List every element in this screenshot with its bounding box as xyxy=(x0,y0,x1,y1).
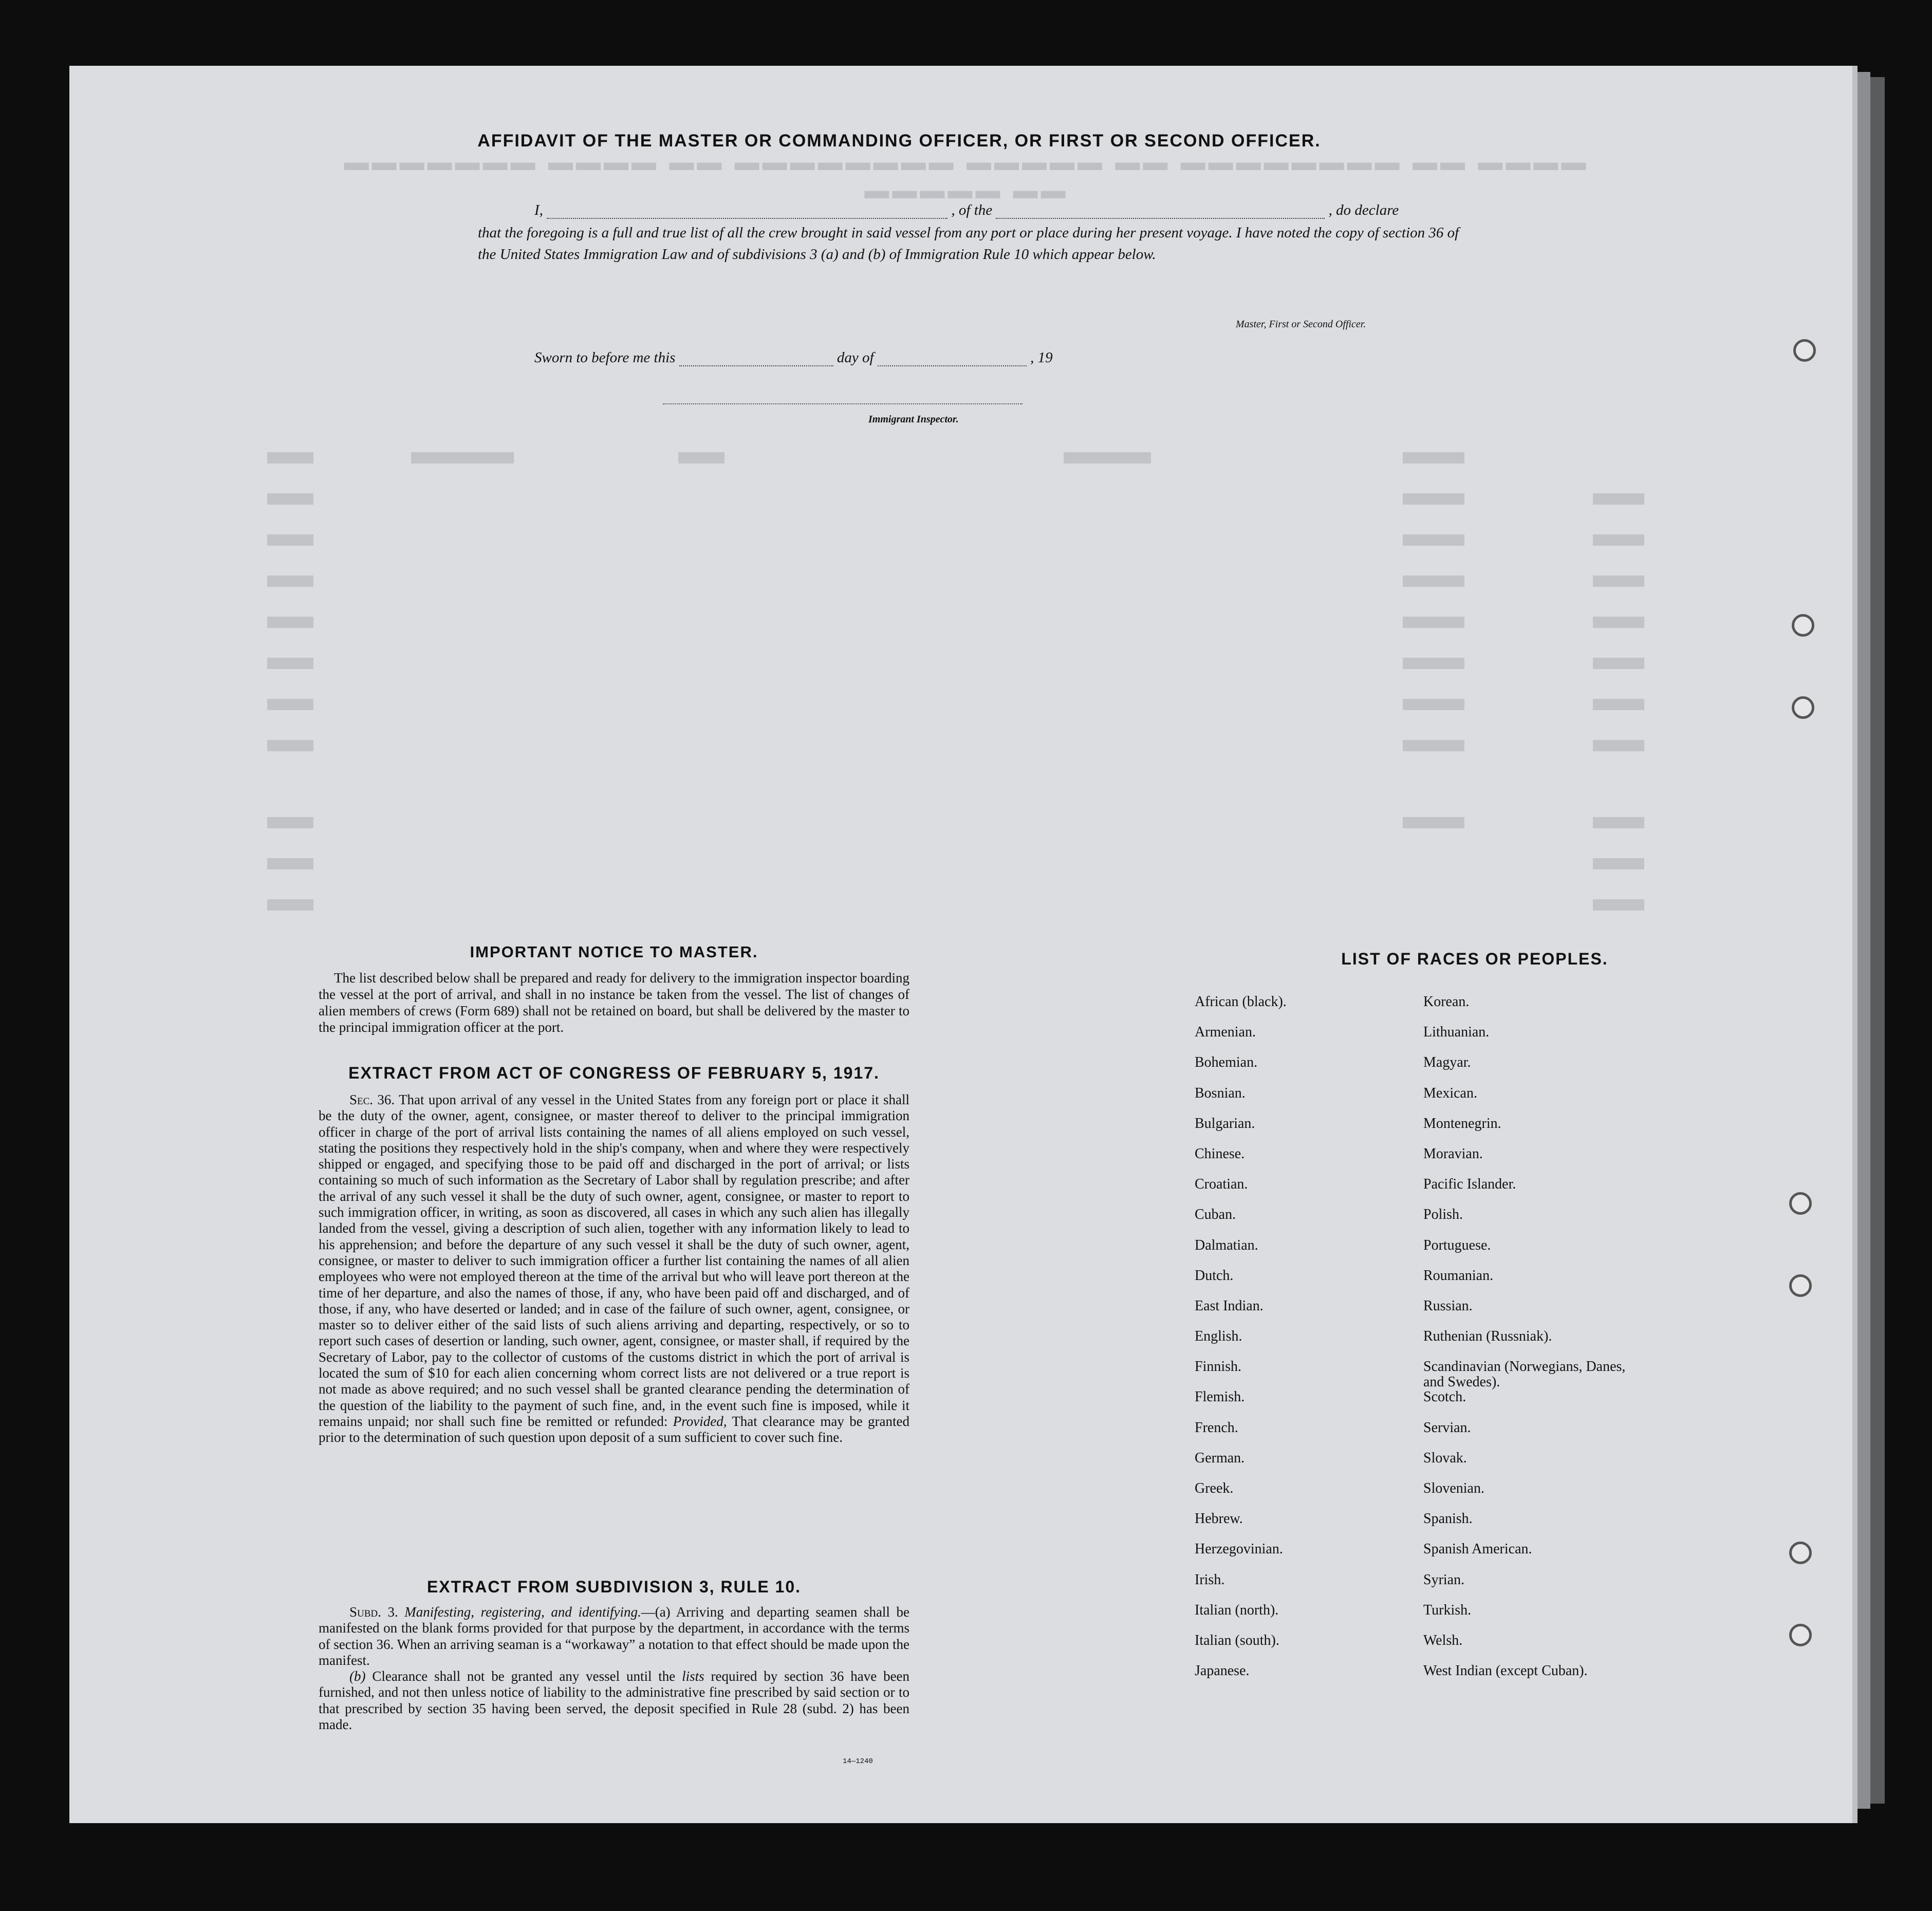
subdivision-b xyxy=(319,1668,909,1733)
subd-a-text: Arriving and departing seamen shall be manifested on the blank forms provided for that purpose by the department, in accordance with the terms of section 36. When an arriving seaman is a “workaway” a notation to that effect should be made upon the manifest. xyxy=(319,1604,909,1668)
section-36-text xyxy=(319,1092,909,1446)
affidavit-body: that the foregoing is a full and true list of all the crew brought in said vessel from any port or place during her present voyage. I have noted the copy of section 36 of the United States Immigration Law and of subdivisions 3 (a) and (b) of Immigration Rule 10 which appear below. xyxy=(478,225,1459,263)
punch-hole xyxy=(1792,696,1814,719)
race-item: Turkish. xyxy=(1423,1602,1472,1618)
race-item: West Indian (except Cuban). xyxy=(1423,1663,1588,1679)
race-item: Montenegrin. xyxy=(1423,1115,1501,1131)
sworn-year: , 19 xyxy=(1030,349,1053,366)
race-item: Pacific Islander. xyxy=(1423,1176,1516,1193)
subdivision-3-text xyxy=(319,1604,909,1733)
affidavit-do-declare: , do declare xyxy=(1328,202,1399,218)
race-item: Armenian. xyxy=(1195,1024,1256,1041)
race-item: Greek. xyxy=(1195,1480,1234,1496)
race-item: Bohemian. xyxy=(1195,1054,1258,1071)
race-item: Magyar. xyxy=(1423,1054,1471,1071)
punch-hole xyxy=(1789,1274,1812,1297)
race-item: Dutch. xyxy=(1195,1267,1234,1284)
punch-hole xyxy=(1789,1542,1812,1564)
races-left-column xyxy=(1195,994,1410,1694)
sworn-day-of: day of xyxy=(837,349,874,366)
race-item: Spanish American. xyxy=(1423,1541,1532,1557)
rule-extract-title: EXTRACT FROM SUBDIVISION 3, RULE 10. xyxy=(426,1578,802,1596)
race-item: Irish. xyxy=(1195,1571,1225,1588)
race-item: Scandinavian (Norwegians, Danes, and Swedes). xyxy=(1423,1359,1626,1390)
race-item: Chinese. xyxy=(1195,1145,1245,1162)
subd-b-text-2: required by section 36 have been furnished, and not then unless notice of liability to the administrative fine prescribed by said section or to that prescribed by section 35 having been served, the deposit specified in Rule 28 (subd. 2) has been made. xyxy=(319,1668,910,1733)
affidavit-i: I, xyxy=(534,202,543,218)
section-36-body: That upon arrival of any vessel in the United States from any foreign port or place it shall be the duty of the owner, agent, consignee, or master thereof to deliver to the principal immigration officer in charge of the port of arrival lists containing the names of all aliens employed on such vessel, stating the positions they respectively hold in the ship's company, when and where they were respectively shipped or engaged, and specifying those to be paid off and discharged in the port of arrival; or lists containing so much of such information as the Secretary of Labor shall by regulation prescribe; and after the arrival of any such vessel it shall be the duty of such owner, agent, consignee, or master to report to such immigration officer, in writing, as soon as discovered, all cases in which any such alien has illegally landed from the vessel, giving a description of such alien, together with any information likely to lead to his apprehension; and before the departure of any such vessel it shall be the duty of such owner, agent, consignee, or master to deliver to such immigration officer a further list containing the names of all alien employees who were not employed thereon at the time of the arrival but who will leave port thereon at the time of her departure, and also the names of those, if any, who have been paid off and discharged, and of those, if any, who have deserted or landed; and in case of the failure of such owner, agent, consignee, or master so to deliver either of the said lists of such aliens arriving and departing, respectively, or so to report such cases of desertion or landing, such owner, agent, consignee, or master shall, if required by the Secretary of Labor, pay to the collector of customs of the customs district in which the port of arrival is located the sum of $10 for each alien concerning whom correct lists are not delivered or a true report is not made as above required; and no such vessel shall be granted clearance pending the determination of the question of the liability to the payment of such fine, and, in the event such fine is imposed, while it remains unpaid; nor shall such fine be remitted or refunded: xyxy=(319,1092,910,1429)
punch-hole xyxy=(1792,614,1814,637)
subdivision-a: Subd. 3. Manifesting, registering, and identifying.—(a) Arriving and departing seamen shall be manifested on the blank forms provided for that purpose by the department, in accordance with the terms of section 36. When an arriving seaman is a “workaway” a notation to that effect should be made upon the manifest. xyxy=(319,1604,909,1668)
affidavit-declaration-line xyxy=(534,202,1470,219)
race-item: Syrian. xyxy=(1423,1571,1465,1588)
affidavit-title: AFFIDAVIT OF THE MASTER OR COMMANDING OFFICER, OR FIRST OR SECOND OFFICER. xyxy=(477,131,1321,151)
race-item: Polish. xyxy=(1423,1207,1463,1223)
race-item: Russian. xyxy=(1423,1297,1473,1314)
subd-a-label: (a) xyxy=(655,1604,671,1620)
form-number: 14—1240 xyxy=(843,1757,873,1766)
race-item: Roumanian. xyxy=(1423,1267,1494,1284)
race-item: Ruthenian (Russniak). xyxy=(1423,1328,1552,1345)
race-item: Herzegovinian. xyxy=(1195,1541,1283,1557)
notice-title: IMPORTANT NOTICE TO MASTER. xyxy=(470,943,758,961)
master-signature-label: Master, First or Second Officer. xyxy=(1236,319,1366,330)
race-item: East Indian. xyxy=(1195,1297,1264,1314)
notice-text: The list described below shall be prepared and ready for delivery to the immigration inspector boarding the vessel at the port of arrival, and shall in no instance be taken from the vessel. The list of changes of alien members of crews (Form 689) shall not be retained on board, but shall be delivered by the master to the principal immigration officer at the port. xyxy=(319,970,909,1035)
races-title: LIST OF RACES OR PEOPLES. xyxy=(1341,950,1608,968)
subd-b-label: (b) xyxy=(349,1668,366,1684)
race-item: African (black). xyxy=(1195,994,1287,1010)
race-item: Italian (north). xyxy=(1195,1602,1279,1618)
race-item: German. xyxy=(1195,1450,1245,1466)
races-right-column xyxy=(1423,994,1639,1694)
race-item: Moravian. xyxy=(1423,1145,1483,1162)
race-item: French. xyxy=(1195,1419,1238,1436)
subd-b-text-1: Clearance shall not be granted any vessel until the xyxy=(372,1668,676,1684)
race-item: Mexican. xyxy=(1423,1085,1477,1101)
race-item: Flemish. xyxy=(1195,1389,1245,1405)
race-item: Italian (south). xyxy=(1195,1632,1279,1648)
race-item: Slovenian. xyxy=(1423,1480,1484,1496)
race-item: Finnish. xyxy=(1195,1359,1242,1375)
section-36-end: That clearance may be granted prior to the determination of such question upon deposit of a sum sufficient to cover such fine. xyxy=(319,1413,909,1445)
subd-b-lists: lists xyxy=(682,1668,704,1684)
race-item: Croatian. xyxy=(1195,1176,1248,1193)
race-item: Bosnian. xyxy=(1195,1085,1246,1101)
section-label: Sec. 36. xyxy=(349,1092,395,1107)
race-item: Cuban. xyxy=(1195,1207,1236,1223)
inspector-signature-line xyxy=(663,403,1023,404)
sworn-line xyxy=(534,349,1053,366)
punch-hole xyxy=(1789,1624,1812,1646)
race-item: Japanese. xyxy=(1195,1663,1250,1679)
affidavit-of-the: , of the xyxy=(951,202,993,218)
provided-label: Provided, xyxy=(673,1413,727,1429)
race-item: Lithuanian. xyxy=(1423,1024,1490,1041)
race-item: Portuguese. xyxy=(1423,1237,1491,1253)
race-item: Korean. xyxy=(1423,994,1470,1010)
race-item: Servian. xyxy=(1423,1419,1471,1436)
subd-label: Subd. 3. xyxy=(349,1604,398,1620)
sworn-prefix: Sworn to before me this xyxy=(534,349,676,366)
act-extract-title: EXTRACT FROM ACT OF CONGRESS OF FEBRUARY 5, 1917. xyxy=(348,1064,880,1082)
punch-hole xyxy=(1793,339,1816,362)
page-stack-edge-dark xyxy=(1870,77,1885,1804)
race-item: Slovak. xyxy=(1423,1450,1467,1466)
race-item: Scotch. xyxy=(1423,1389,1466,1405)
inspector-label: Immigrant Inspector. xyxy=(868,414,959,425)
punch-hole xyxy=(1789,1192,1812,1215)
race-item: English. xyxy=(1195,1328,1242,1345)
bleed-through-heading: ▬▬▬▬ ▬▬ ▬▬▬▬▬▬▬▬ ▬▬ ▬▬▬▬▬ ▬▬▬▬▬▬▬▬ ▬▬ ▬▬▬▬ ▬▬▬▬▬▬▬ ▬▬ ▬▬▬▬▬ xyxy=(341,149,1586,204)
race-item: Welsh. xyxy=(1423,1632,1463,1648)
race-item: Spanish. xyxy=(1423,1511,1473,1527)
race-item: Bulgarian. xyxy=(1195,1115,1255,1131)
race-item: Dalmatian. xyxy=(1195,1237,1258,1253)
race-item: Hebrew. xyxy=(1195,1511,1243,1527)
subd-heading: Manifesting, registering, and identifying. xyxy=(404,1604,641,1620)
